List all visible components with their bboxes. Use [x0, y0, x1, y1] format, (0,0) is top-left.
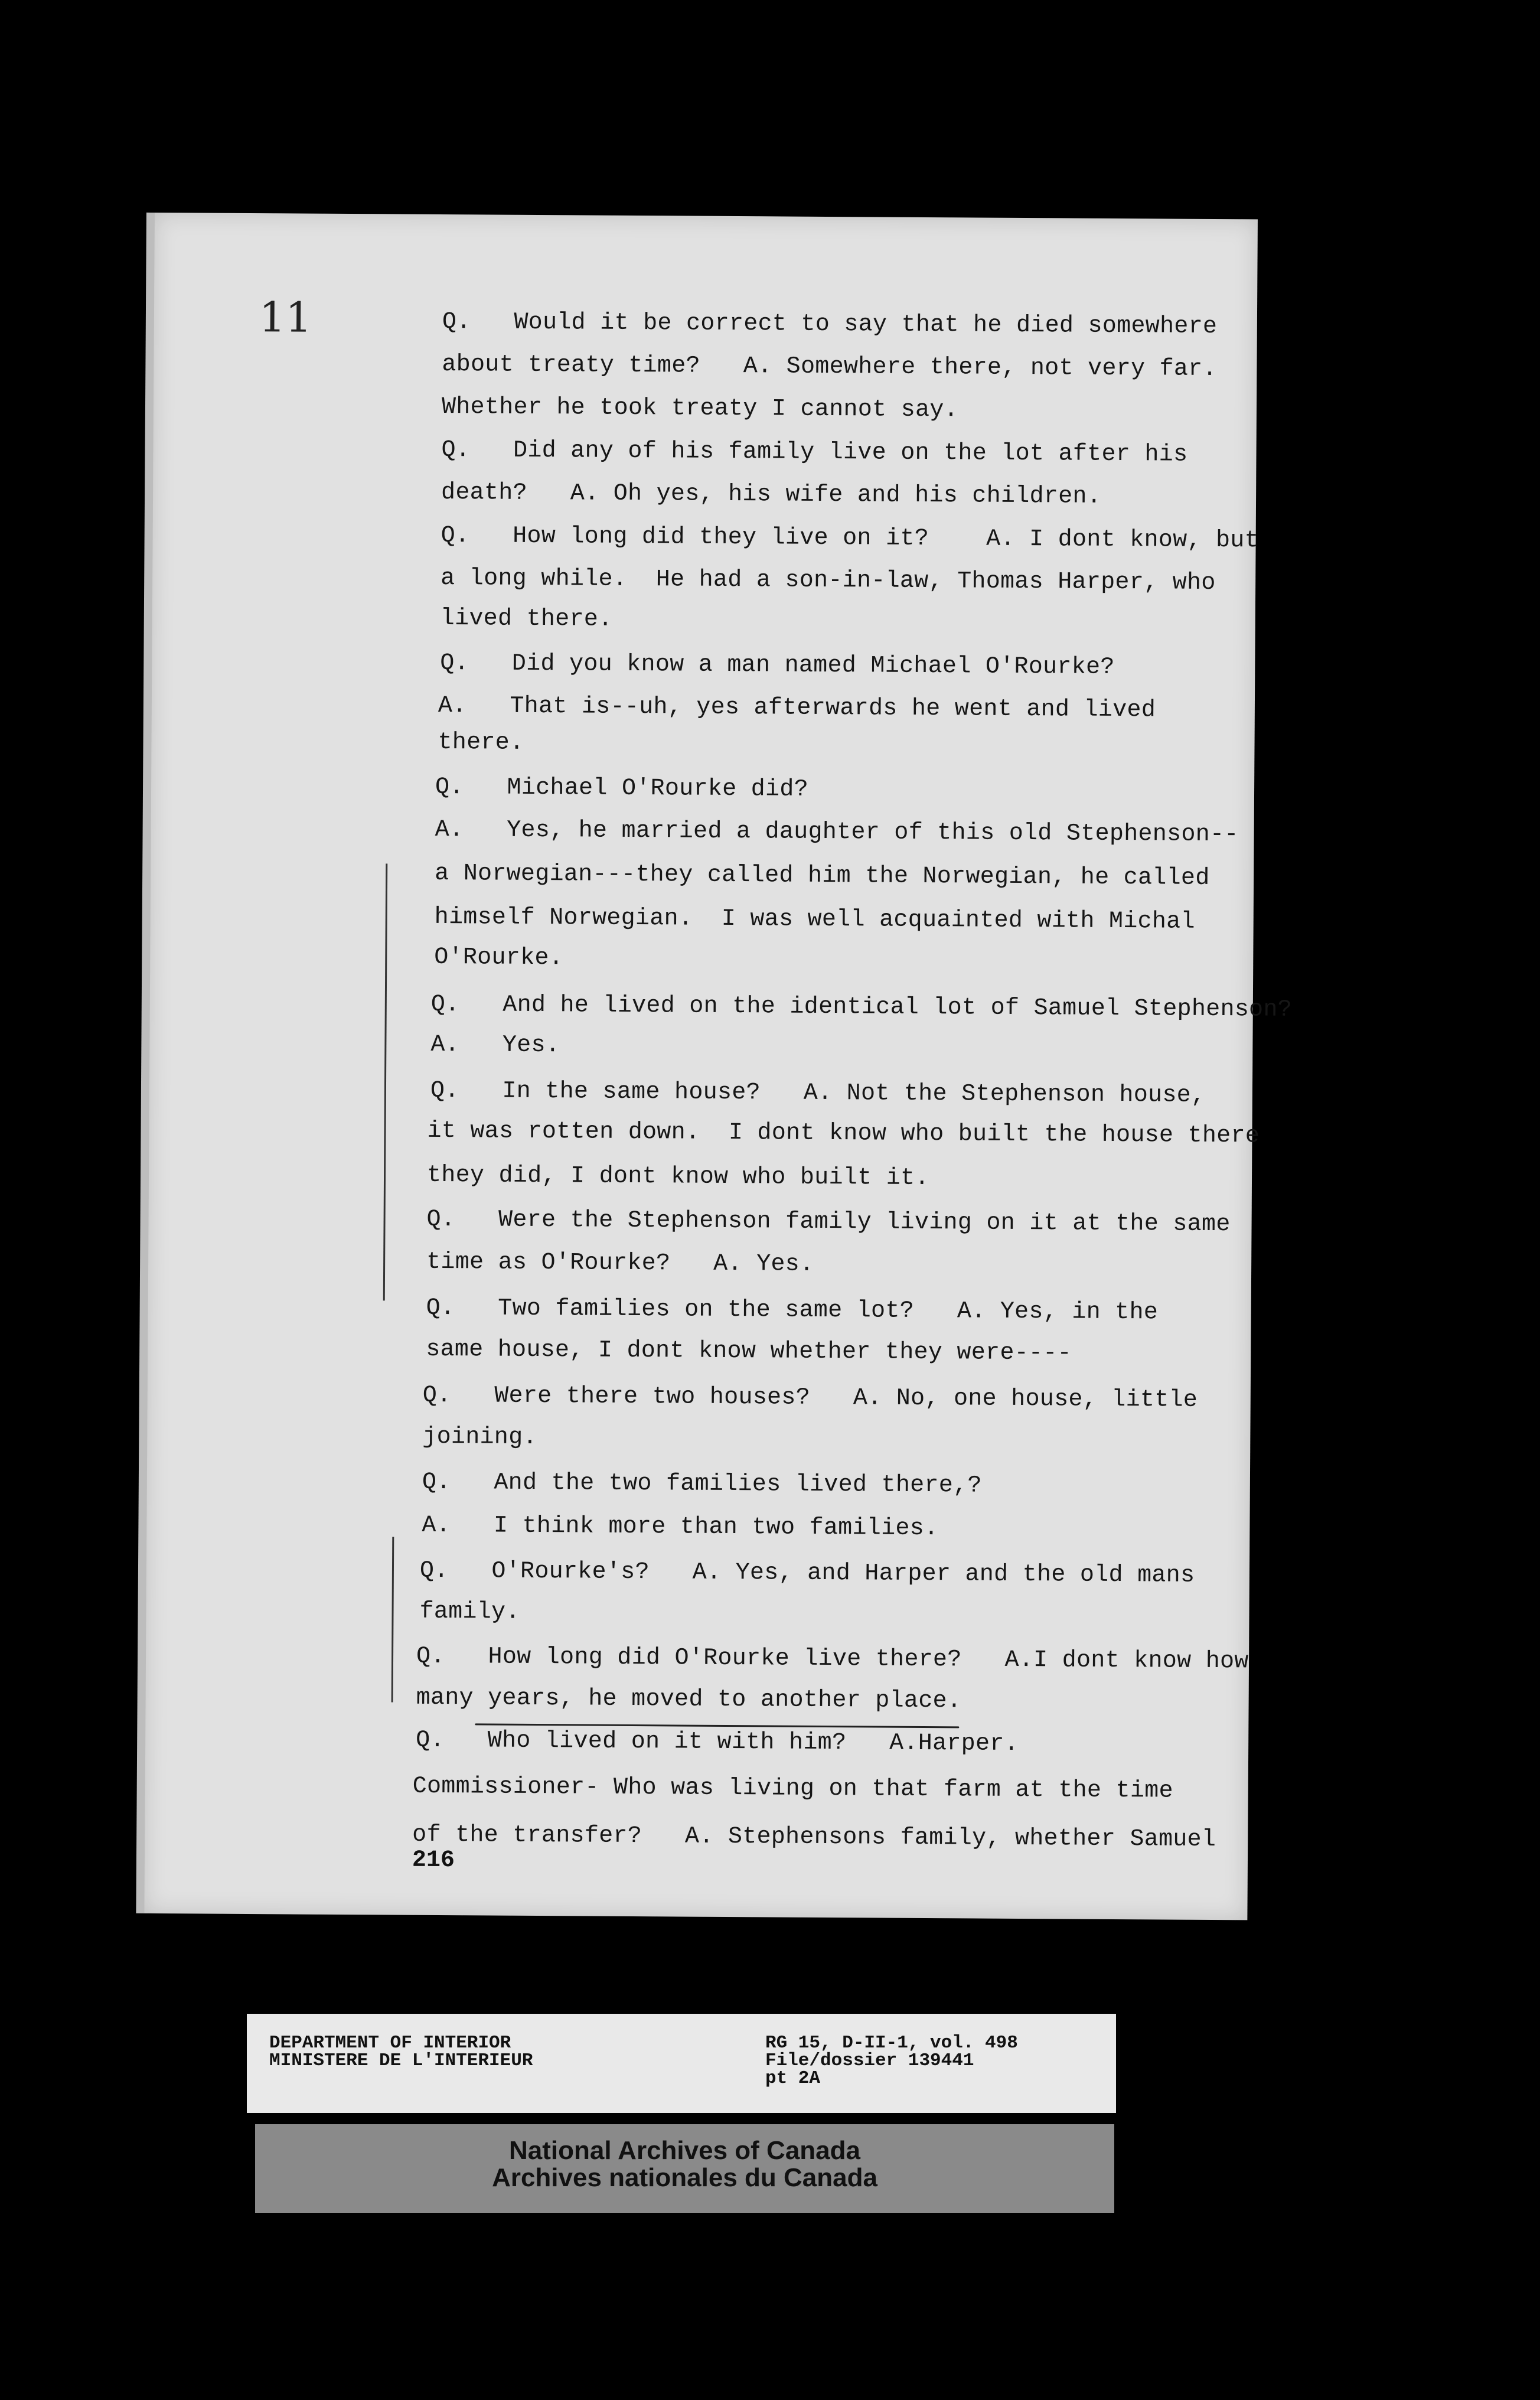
archive-reference-label: [247, 2014, 1116, 2113]
transcript-line: lived there.: [440, 605, 613, 633]
archives-name-fr: Archives nationales du Canada: [492, 2163, 877, 2192]
transcript-line: same house, I dont know whether they were----: [426, 1336, 1072, 1367]
department-fr: MINISTERE DE L'INTERIEUR: [269, 2050, 533, 2071]
archives-name-en: National Archives of Canada: [509, 2136, 860, 2165]
transcript-line: family.: [419, 1598, 520, 1626]
transcript-line: they did, I dont know who built it.: [426, 1162, 929, 1192]
transcript-line: a Norwegian---they called him the Norwegian, he called: [435, 860, 1210, 892]
transcript-line: there.: [438, 729, 524, 756]
transcript-line: Q. O'Rourke's? A. Yes, and Harper and the old mans: [419, 1557, 1195, 1589]
transcript-line: A. I think more than two families.: [422, 1512, 939, 1543]
transcript-line: Q. Michael O'Rourke did?: [435, 774, 809, 803]
document-page: [143, 213, 1293, 1920]
part-number: pt 2A: [765, 2068, 821, 2089]
transcript-line: himself Norwegian. I was well acquainted with Michal: [434, 904, 1195, 935]
transcript-line: A. Yes.: [430, 1031, 560, 1059]
record-group: RG 15, D-II-1, vol. 498: [765, 2033, 1018, 2053]
transcript-line: death? A. Oh yes, his wife and his children.: [441, 479, 1102, 510]
transcript-line: Whether he took treaty I cannot say.: [441, 393, 959, 424]
transcript-line: many years, he moved to another place.: [416, 1684, 962, 1715]
transcript-line: time as O'Rourke? A. Yes.: [426, 1248, 814, 1278]
transcript-line: it was rotten down. I dont know who built the house there: [427, 1117, 1260, 1150]
transcript-line: Q. And the two families lived there,?: [422, 1469, 982, 1499]
transcript-line: Q. Two families on the same lot? A. Yes, in the: [426, 1294, 1159, 1326]
transcript-line: a long while. He had a son-in-law, Thomas Harper, who: [441, 565, 1216, 596]
file-number: File/dossier 139441: [765, 2050, 974, 2071]
transcript-line: A. Yes, he married a daughter of this old Stephenson--: [435, 816, 1239, 849]
archives-banner: [255, 2124, 1114, 2213]
transcript-line: Q. Were the Stephenson family living on it at the same: [426, 1206, 1231, 1238]
transcript-line: Q. Did you know a man named Michael O'Rourke?: [440, 650, 1115, 681]
transcript-line: Q. Did any of his family live on the lot after his: [441, 436, 1188, 468]
transcript-line: about treaty time? A. Somewhere there, not very far.: [442, 351, 1217, 383]
transcript-line: Q. Would it be correct to say that he died somewhere: [442, 308, 1218, 341]
department-en: DEPARTMENT OF INTERIOR: [269, 2033, 511, 2053]
transcript-line: Q. How long did they live on it? A. I dont know, but: [441, 522, 1260, 555]
transcript-line: Q. Were there two houses? A. No, one house, little: [422, 1382, 1198, 1414]
transcript-line: joining.: [422, 1423, 537, 1452]
transcript-line: O'Rourke.: [434, 944, 564, 972]
margin-mark: 11: [259, 293, 312, 342]
transcript-line: Q. Who lived on it with him? A.Harper.: [416, 1727, 1019, 1757]
transcript-line: of the transfer? A. Stephensons family, whether Samuel: [412, 1821, 1216, 1854]
transcript-line: A. That is--uh, yes afterwards he went and lived: [438, 692, 1156, 724]
transcript-line: Q. How long did O'Rourke live there? A.I dont know how: [416, 1643, 1249, 1675]
transcript-line: Q. In the same house? A. Not the Stephenson house,: [430, 1077, 1206, 1109]
page-number: 216: [412, 1847, 455, 1874]
transcript-line: Q. And he lived on the identical lot of Samuel Stephenson?: [430, 991, 1293, 1023]
transcript-line: Commissioner- Who was living on that farm at the time: [412, 1773, 1173, 1805]
transcript-body: [143, 213, 1293, 1920]
